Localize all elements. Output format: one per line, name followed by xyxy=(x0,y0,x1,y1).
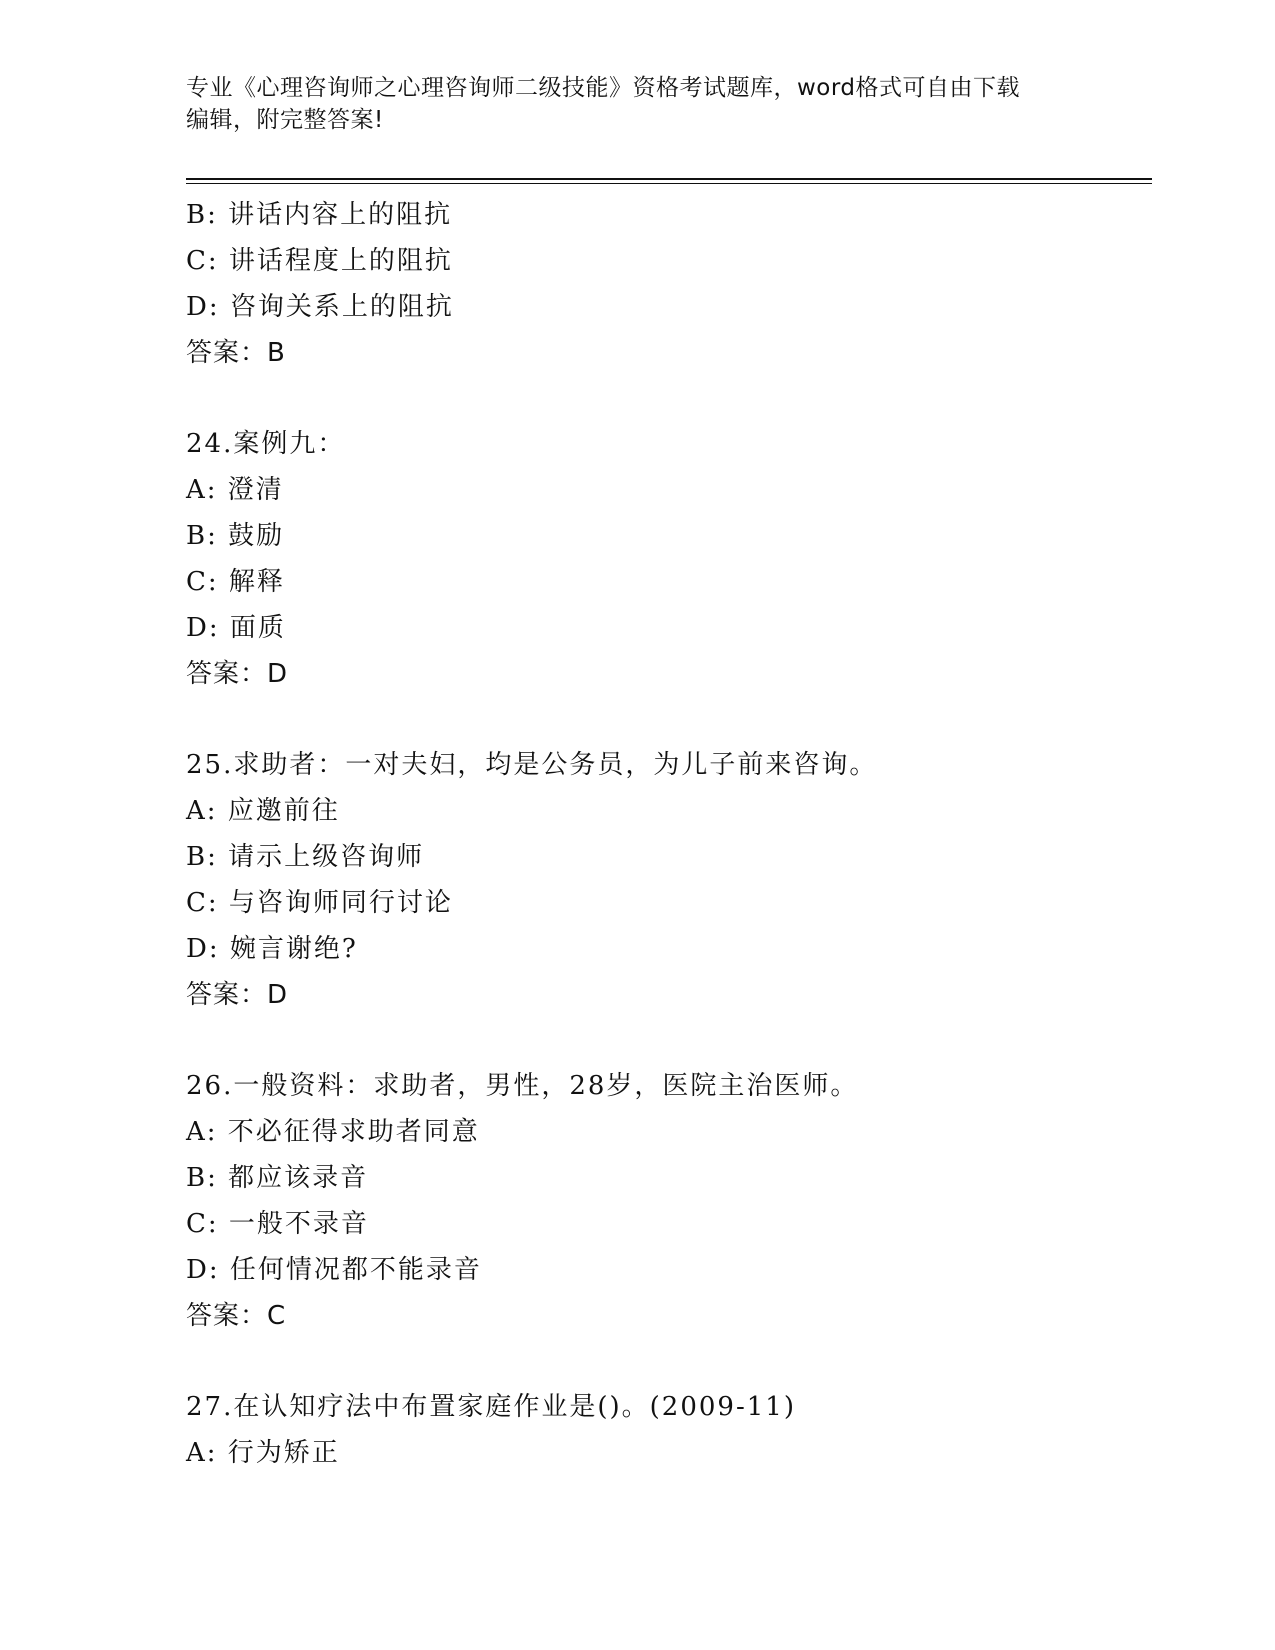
option: A: 澄清 xyxy=(186,475,284,505)
answer: 答案：C xyxy=(186,1301,287,1331)
question-stem: 25.求助者：一对夫妇，均是公务员，为儿子前来咨询。 xyxy=(186,750,878,780)
option: C: 与咨询师同行讨论 xyxy=(186,888,453,918)
question-fragment xyxy=(186,192,1146,376)
question-25 xyxy=(186,742,1146,1018)
question-24 xyxy=(186,421,1146,697)
answer: 答案：D xyxy=(186,980,289,1010)
answer: 答案：B xyxy=(186,338,286,368)
option: D: 婉言谢绝? xyxy=(186,934,358,964)
option: C: 讲话程度上的阻抗 xyxy=(186,246,453,276)
question-stem: 26.一般资料：求助者，男性，28岁，医院主治医师。 xyxy=(186,1071,859,1101)
option: C: 解释 xyxy=(186,567,285,597)
option: B: 都应该录音 xyxy=(186,1163,369,1193)
header-divider-thin xyxy=(186,183,1152,184)
page-header xyxy=(186,72,1086,136)
header-line-2: 编辑，附完整答案! xyxy=(186,107,384,133)
question-stem: 27.在认知疗法中布置家庭作业是()。(2009-11) xyxy=(186,1392,796,1422)
option: B: 讲话内容上的阻抗 xyxy=(186,200,453,230)
answer: 答案：D xyxy=(186,659,289,689)
option: A: 不必征得求助者同意 xyxy=(186,1117,480,1147)
question-stem: 24.案例九： xyxy=(186,429,346,459)
question-27 xyxy=(186,1384,1146,1476)
header-line-1: 专业《心理咨询师之心理咨询师二级技能》资格考试题库，word格式可自由下载 xyxy=(186,75,1021,101)
option: D: 咨询关系上的阻抗 xyxy=(186,292,454,322)
header-divider xyxy=(186,178,1152,180)
option: B: 鼓励 xyxy=(186,521,285,551)
option: A: 应邀前往 xyxy=(186,796,340,826)
option: A: 行为矫正 xyxy=(186,1438,340,1468)
question-list xyxy=(186,192,1146,1476)
option: C: 一般不录音 xyxy=(186,1209,369,1239)
option: D: 任何情况都不能录音 xyxy=(186,1255,482,1285)
question-26 xyxy=(186,1063,1146,1339)
option: D: 面质 xyxy=(186,613,286,643)
option: B: 请示上级咨询师 xyxy=(186,842,425,872)
